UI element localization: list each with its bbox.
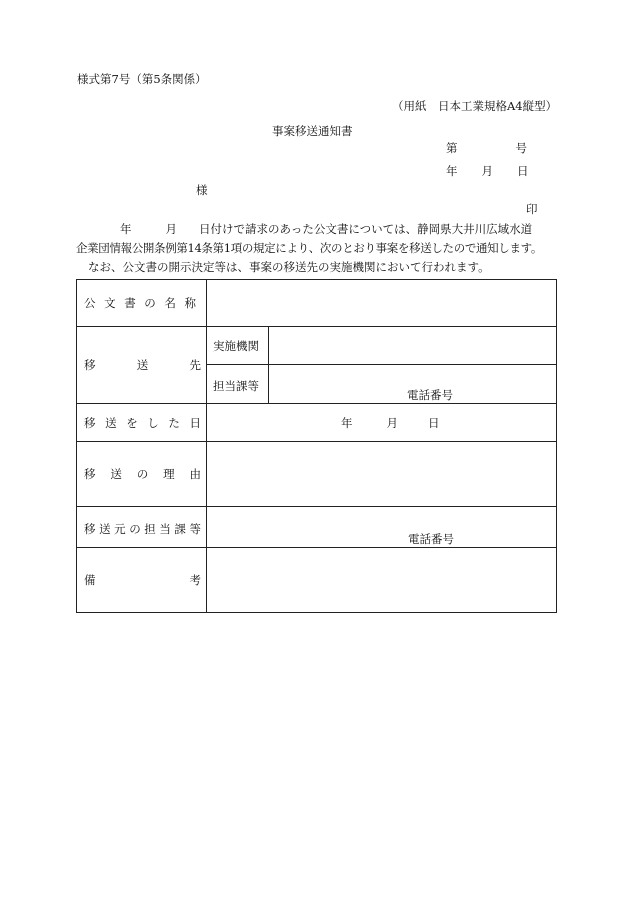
row-reason <box>77 442 557 507</box>
body-line-1: 年 月 日付けで請求のあった公文書については、静岡県大井川広域水道 <box>120 222 533 236</box>
remarks-label-cell: 備 考 <box>77 548 207 613</box>
doc-name-label-cell: 公 文 書 の 名 称 <box>77 280 207 327</box>
row-origin-section <box>77 507 557 548</box>
transfer-form-table <box>76 279 557 613</box>
origin-phone-label: 電話番号 <box>408 532 454 546</box>
row-remarks <box>77 548 557 613</box>
phone-label: 電話番号 <box>407 388 453 402</box>
section-value[interactable] <box>269 365 557 404</box>
doc-name-value[interactable] <box>207 280 557 327</box>
body-line-2: 企業団情報公開条例第14条第1項の規定により、次のとおり事案を移送したので通知します。 <box>76 241 542 255</box>
paper-note: （用紙 日本工業規格A4縦型） <box>392 99 558 113</box>
date-day: 日 <box>517 164 529 178</box>
date-year: 年 <box>446 164 458 178</box>
body-line-3: なお、公文書の開示決定等は、事案の移送先の実施機関において行われます。 <box>88 260 490 274</box>
reason-value[interactable] <box>207 442 557 507</box>
agency-label: 実施機関 <box>207 327 269 365</box>
transfer-to-label-cell: 移 送 先 <box>77 327 207 404</box>
number-prefix: 第 <box>446 141 458 155</box>
number-suffix: 号 <box>515 141 527 155</box>
origin-section-value[interactable] <box>207 507 557 548</box>
addressee-suffix: 様 <box>196 183 208 197</box>
row-transfer-date <box>77 404 557 442</box>
origin-section-label-cell: 移 送 元 の 担 当 課 等 <box>77 507 207 548</box>
transfer-date-value[interactable]: 年 月 日 <box>207 404 557 442</box>
section-label: 担当課等 <box>207 365 269 404</box>
reason-label-cell: 移 送 の 理 由 <box>77 442 207 507</box>
number-line <box>446 143 527 155</box>
form-number: 様式第7号（第5条関係） <box>77 72 207 86</box>
remarks-value[interactable] <box>207 548 557 613</box>
transfer-date-label-cell: 移 送 を し た 日 <box>77 404 207 442</box>
date-month: 月 <box>481 164 493 178</box>
row-document-name <box>77 280 557 327</box>
seal-mark: 印 <box>526 202 538 216</box>
document-title: 事案移送通知書 <box>272 124 353 138</box>
date-line <box>446 166 529 178</box>
row-agency <box>77 327 557 365</box>
agency-value[interactable] <box>269 327 557 365</box>
